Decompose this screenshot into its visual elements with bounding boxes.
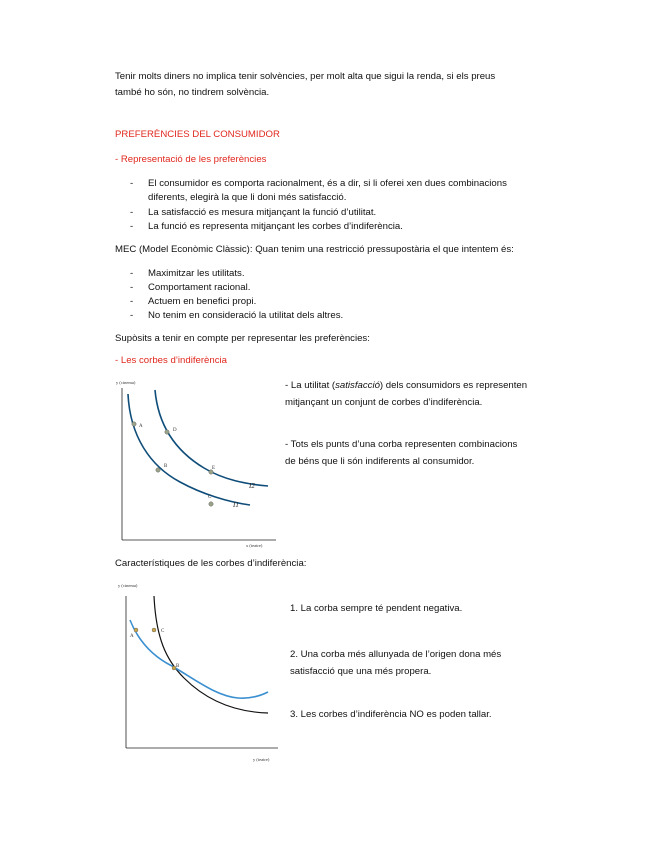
subsection-representacio-title: - Representació de les preferències <box>115 154 267 165</box>
point-d-marker <box>165 430 169 434</box>
bullet-dash: - <box>130 178 134 189</box>
punts-text-line-1: - Tots els punts d’una corba representen combinacions <box>285 439 518 450</box>
bullet-text-line-2: diferents, elegirà la que li doni més satisfacció. <box>148 192 347 203</box>
point-c-label: C <box>208 495 212 500</box>
subsection-corbes-title: - Les corbes d’indiferència <box>115 355 227 366</box>
caracteristica-2 <box>290 646 501 680</box>
utilitat-text <box>285 377 527 411</box>
point-a-marker <box>132 422 136 426</box>
caracteristica-1 <box>290 600 462 617</box>
caracteristica-3-text: 3. Les corbes d’indiferència NO es poden tallar. <box>290 709 492 720</box>
indifference-curves-chart <box>110 374 280 554</box>
curve-i2-label: I2 <box>249 482 255 490</box>
bullet-text-line-1: El consumidor es comporta racionalment, és a dir, si li oferei xen dues combinacions <box>148 178 507 189</box>
crossing-curves-chart <box>110 578 285 768</box>
x-axis-label: x (teatre) <box>246 543 263 548</box>
point-b-label: B <box>164 464 168 469</box>
bullet-dash: - <box>130 310 134 321</box>
bullet-dash: - <box>130 268 134 279</box>
bullet-dash: - <box>130 221 134 232</box>
point-a-label: A <box>139 424 143 429</box>
point-c-marker <box>209 502 213 506</box>
bullet-text: Comportament racional. <box>148 282 251 293</box>
point-b-marker <box>156 468 160 472</box>
point-c-label: C <box>161 629 165 634</box>
mec-title: MEC (Model Econòmic Clàssic): Quan tenim una restricció pressupostària el que intentem és: <box>115 244 514 255</box>
bullet-text: Maximitzar les utilitats. <box>148 268 245 279</box>
utilitat-text-line-2: mitjançant un conjunt de corbes d’indiferència. <box>285 397 483 408</box>
caracteristica-3 <box>290 706 492 723</box>
caracteristiques-heading: Característiques de les corbes d’indiferència: <box>115 558 307 569</box>
y-axis-label: y (cinema) <box>118 583 138 588</box>
caracteristica-2-line-2: satisfacció que una més propera. <box>290 666 432 677</box>
intro-line-2: també ho són, no tindrem solvència. <box>115 87 270 98</box>
bullet-dash: - <box>130 296 134 307</box>
curve-i1-label: I1 <box>233 501 239 509</box>
utilitat-text-emphasis: satisfacció <box>335 380 380 391</box>
point-d-label: D <box>173 428 177 433</box>
utilitat-text-post: ) dels consumidors es representen <box>379 380 528 391</box>
caracteristica-2-line-1: 2. Una corba més allunyada de l’origen dona més <box>290 649 502 660</box>
y-axis-label: y (cinema) <box>116 380 136 385</box>
bullet-text: La satisfacció es mesura mitjançant la funció d’utilitat. <box>148 207 377 218</box>
suposits-heading: Supòsits a tenir en compte per representar les preferències: <box>115 333 370 344</box>
point-b-label: B <box>176 664 180 669</box>
point-c-marker <box>152 628 156 632</box>
blue-curve <box>130 620 268 698</box>
punts-text-line-2: de béns que li són indiferents al consumidor. <box>285 456 475 467</box>
bullet-dash: - <box>130 207 134 218</box>
utilitat-text-pre: - La utilitat ( <box>285 380 336 391</box>
intro-paragraph <box>115 69 495 101</box>
black-curve <box>154 596 268 713</box>
curve-i1 <box>128 394 250 505</box>
point-a-label: A <box>130 634 134 639</box>
bullet-dash: - <box>130 282 134 293</box>
point-a-marker <box>134 628 138 632</box>
section-title: PREFERÈNCIES DEL CONSUMIDOR <box>115 129 280 140</box>
point-e-label: E <box>212 466 216 471</box>
x-axis-label: y (teatre) <box>253 757 270 762</box>
punts-text <box>285 436 517 470</box>
intro-line-1: Tenir molts diners no implica tenir solvències, per molt alta que sigui la renda, si els preus <box>115 71 496 82</box>
bullet-text: La funció es representa mitjançant les corbes d’indiferència. <box>148 221 403 232</box>
caracteristica-1-text: 1. La corba sempre té pendent negativa. <box>290 603 463 614</box>
bullet-text: Actuem en benefici propi. <box>148 296 257 307</box>
bullet-text: No tenim en consideració la utilitat dels altres. <box>148 310 344 321</box>
